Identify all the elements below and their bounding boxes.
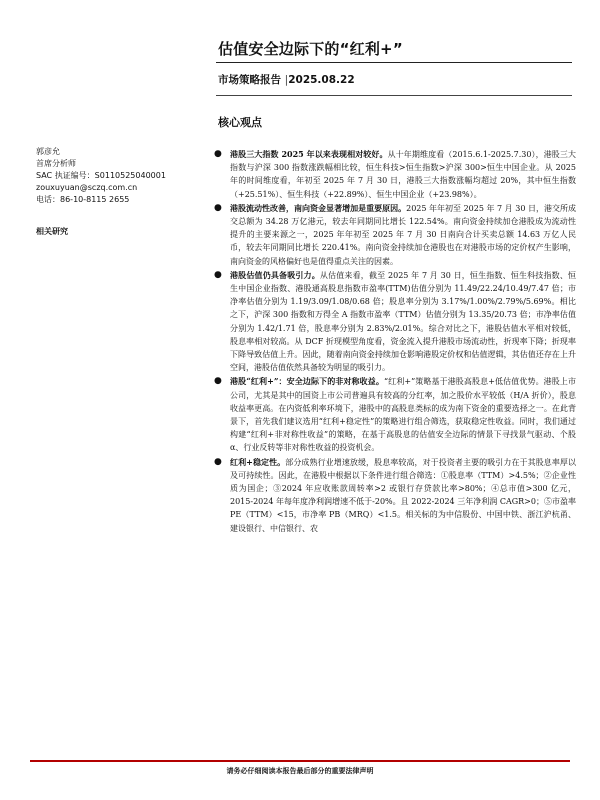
- report-date: 2025.08.22: [288, 74, 355, 86]
- analyst-role: 首席分析师: [36, 159, 76, 168]
- title-divider: [216, 62, 572, 63]
- viewpoint-lead: 港股估值仍具备吸引力。: [230, 269, 320, 280]
- viewpoint-lead: 港股“红利+”：安全边际下的非对称收益。: [230, 376, 384, 387]
- viewpoint-item: [210, 456, 576, 535]
- analyst-name: 郭彦允: [36, 147, 60, 156]
- report-title: 估值安全边际下的“红利+”: [218, 40, 403, 58]
- bullet-icon: ●: [214, 149, 222, 159]
- viewpoint-body: “红利+”策略基于港股高股息+低估值优势。港股上市公司，尤其是其中的国资上市公司普遍具有较高的分红率，加之股价水平较低（H/A 折价），股息收益率更高。在内资低利率环境下，港股中的高股息类标的成为南下资金的重要选择之一。在此背景下，首先我们建议选用“红利+稳定性”的策略进行组合筛选，获取稳定性收益。同时，我们通过构建“红利+非对称性收益”的策略，在基于高股息的估值安全边际的情景下寻找景气驱动、个股 α、行业反转等非对称性收益的投资机会。: [230, 377, 577, 453]
- viewpoint-body: 部分成熟行业增速放缓，股息率较高，对于投资者主要的吸引力在于其股息率厚以及可持续性。因此，在港股中根据以下条件进行组合筛选：①股息率（TTM）>4.5%；②企业性质为国企；③2024 年应收账款周转率>2 或银行存贷款比率>80%；④总市值>300 亿元，2015-2024 年每年度净利润增速不低于-20%。且 2022-2024 三年净利润 CAGR>0；⑤市盈率 PE（TTM）<15，市净率 PB（MRQ）<1.5。相关标的为中信股份、中国中铁、浙江沪杭甬、建设银行、中信银行、农: [230, 457, 577, 533]
- related-research-heading: 相关研究: [36, 227, 68, 236]
- sidebar-gap: [36, 206, 206, 226]
- core-viewpoints: [210, 148, 576, 536]
- subtitle-separator: |: [284, 74, 289, 86]
- viewpoint-lead: 港股三大指数 2025 年以来表现相对较好。: [230, 149, 388, 159]
- analyst-phone: 电话：86-10-8115 2655: [36, 195, 130, 204]
- viewpoint-item: [210, 148, 576, 201]
- viewpoint-item: [210, 202, 576, 268]
- bullet-icon: ●: [214, 269, 222, 280]
- viewpoint-body: 从十年期维度看（2015.6.1-2025.7.30），港股三大指数与沪深 300 指数涨跌幅相比较，恒生科技>恒生指数>沪深 300>恒生中国企业。从 2025 年的时间维度看，年初至 2025 年 7 月 30 日，港股三大指数涨幅均超过 20%，其中恒生指数（+25.51%）、恒生科技（+22.89%）、恒生中国企业（+23.98%）。: [230, 150, 576, 199]
- legal-notice: 请务必仔细阅读本报告最后部分的重要法律声明: [226, 766, 374, 775]
- analyst-cert: SAC 执证编号：S0110525040001: [36, 171, 166, 180]
- bullet-icon: ●: [214, 202, 222, 213]
- subtitle-divider: [216, 95, 572, 96]
- report-subtitle: [218, 72, 355, 87]
- viewpoint-item: [210, 269, 576, 375]
- analyst-email[interactable]: zouxuyuan@sczq.com.cn: [36, 183, 138, 192]
- viewpoint-body: 从估值来看，截至 2025 年 7 月 30 日，恒生指数、恒生科技指数、恒生中国企业指数、港股通高股息指数市盈率(TTM)估值分别为 11.49/22.24/10.49/7.47 倍；市净率估值分别为 1.19/3.09/1.08/0.68 倍；股息率分别为 3.17%/1.00%/2.79%/5.69%。相比之下，沪深 300 指数和万得全 A 指数市盈率（TTM）估值分别为 13.35/20.73 倍；市净率估值分别为 1.42/1.71 倍，股息率分别为 2.83%/2.01%。综合对比之下，港股估值水平相对较低，股息率相对较高。从 DCF 折现模型角度看，资金流入提升港股市场流动性，折现率下降；折现率下降导致估值上升。因此，随着南向资金持续加仓影响港股定价权和估值逻辑，其估值还存在上升空间，港股估值依然具备较为明显的吸引力。: [230, 270, 576, 373]
- bullet-icon: ●: [214, 456, 222, 467]
- footer-divider: [30, 760, 570, 762]
- viewpoint-item: [210, 375, 576, 454]
- analyst-sidebar: [36, 146, 206, 238]
- report-type: 市场策略报告: [218, 74, 281, 86]
- viewpoint-lead: 港股流动性改善，南向资金显著增加是重要原因。: [230, 202, 407, 213]
- bullet-icon: ●: [214, 376, 222, 387]
- viewpoint-lead: 红利+稳定性。: [230, 456, 286, 467]
- viewpoint-body: 2025 年年初至 2025 年 7 月 30 日，港交所成交总额为 34.28 万亿港元，较去年同期同比增长 122.54%。南向资金持续加仓港股成为流动性提升的主要来源之一，2025 年年初至 2025 年 7 月 30 日南向合计买卖总额 14.63 万亿人民币，较去年同期同比增长 220.41%。南向资金持续加仓港股也在对港股市场的定价权产生影响，南向资金的风格偏好也是值得重点关注的因素。: [230, 203, 576, 266]
- section-title: 核心观点: [218, 116, 262, 129]
